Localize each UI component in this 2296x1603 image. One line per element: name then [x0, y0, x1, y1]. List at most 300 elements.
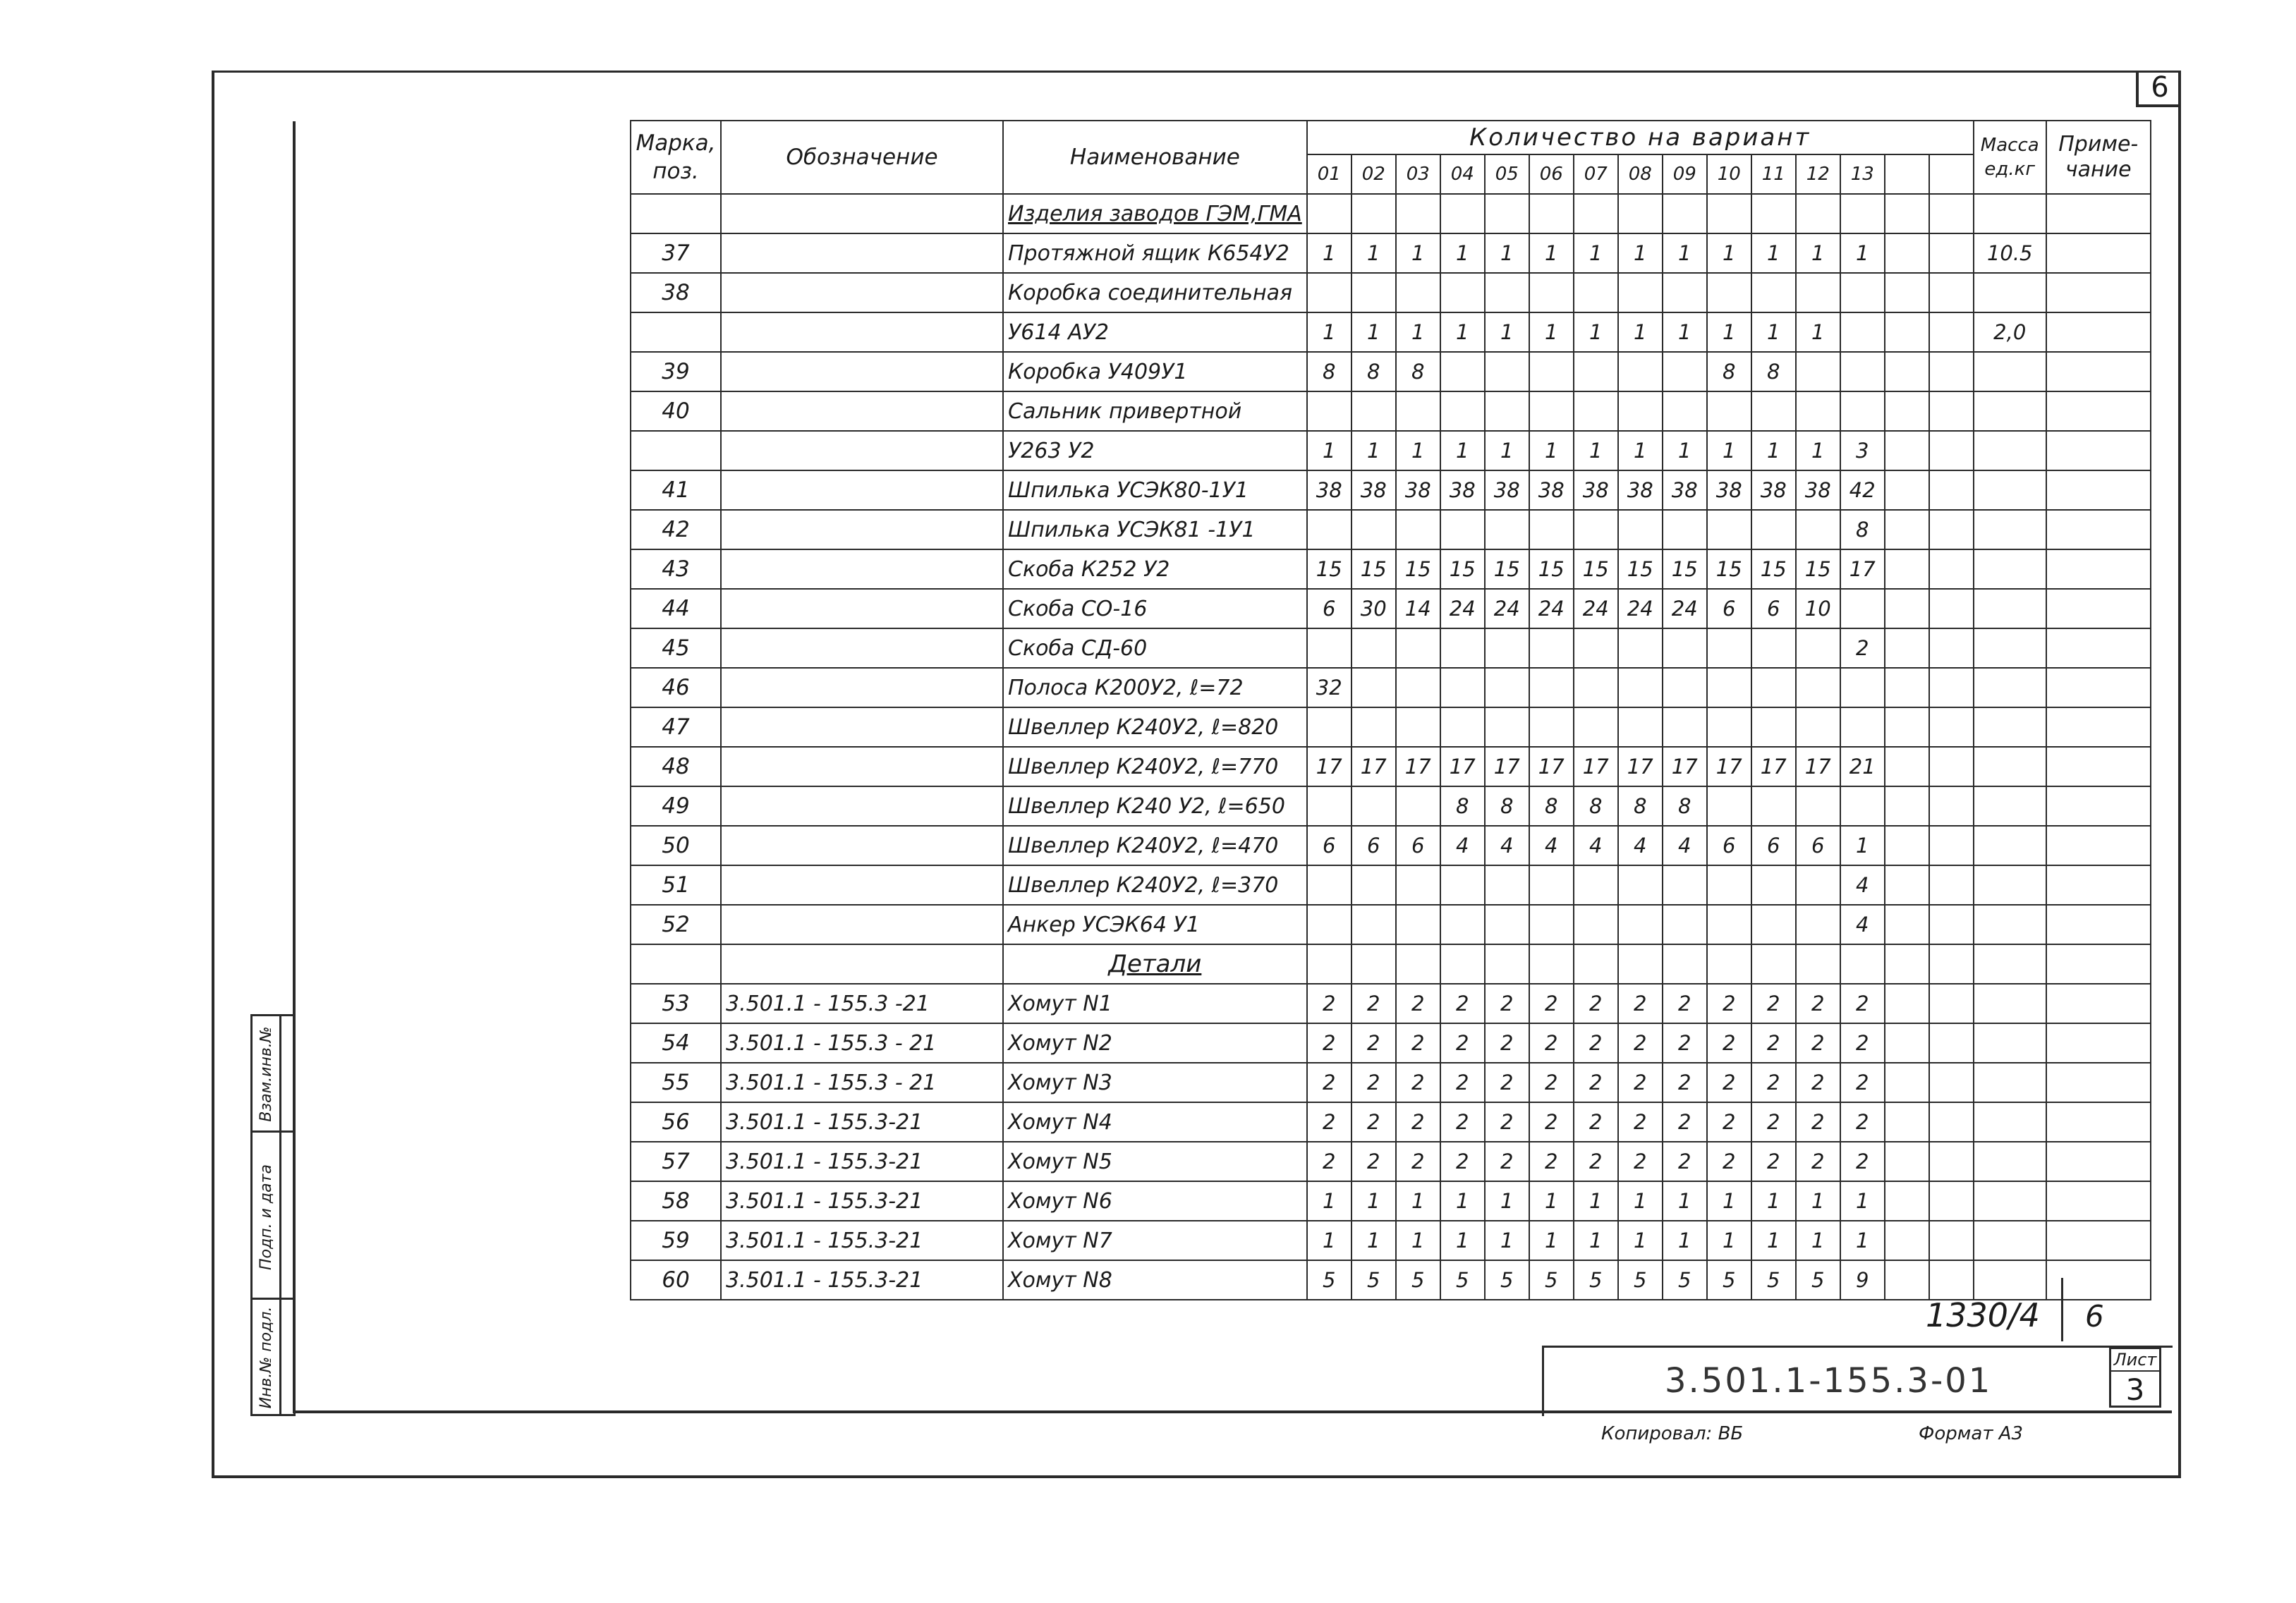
cell-qty: 17	[1574, 747, 1618, 786]
cell-mark: 48	[631, 747, 721, 786]
variant-header: 10	[1707, 154, 1751, 194]
cell-qty: 4	[1485, 826, 1529, 865]
cell-qty	[1751, 668, 1796, 707]
cell-qty: 6	[1751, 826, 1796, 865]
cell-mark: 41	[631, 470, 721, 510]
cell-qty	[1796, 352, 1840, 391]
cell-qty: 8	[1307, 352, 1352, 391]
cell-designation: 3.501.1 - 155.3-21	[721, 1142, 1003, 1181]
cell-qty	[1529, 194, 1574, 233]
cell-qty	[1707, 707, 1751, 747]
cell-qty	[1574, 865, 1618, 905]
cell-mark: 38	[631, 273, 721, 312]
cell-note	[2046, 1181, 2151, 1221]
cell-qty: 1	[1574, 312, 1618, 352]
cell-mark: 51	[631, 865, 721, 905]
cell-name: Хомут N7	[1003, 1221, 1307, 1260]
cell-qty: 4	[1663, 826, 1707, 865]
cell-qty: 1	[1440, 312, 1485, 352]
cell-qty-empty	[1929, 194, 1974, 233]
cell-qty	[1440, 865, 1485, 905]
cell-qty: 1	[1840, 233, 1885, 273]
cell-qty	[1574, 510, 1618, 549]
cell-qty: 1	[1352, 1181, 1396, 1221]
cell-qty	[1618, 628, 1663, 668]
cell-qty	[1485, 352, 1529, 391]
cell-qty-empty	[1929, 1181, 1974, 1221]
variant-header: 04	[1440, 154, 1485, 194]
cell-qty: 2	[1796, 1102, 1840, 1142]
cell-qty: 10	[1796, 589, 1840, 628]
table-row	[631, 905, 2151, 944]
cell-qty	[1485, 391, 1529, 431]
header-mark: Марка, поз.	[631, 121, 721, 194]
table-row	[631, 707, 2151, 747]
cell-qty	[1396, 944, 1440, 984]
cell-qty: 2	[1751, 1023, 1796, 1063]
cell-qty-empty	[1929, 233, 1974, 273]
cell-qty: 1	[1529, 1221, 1574, 1260]
cell-qty: 15	[1352, 549, 1396, 589]
cell-qty: 6	[1396, 826, 1440, 865]
cell-mass	[1974, 431, 2046, 470]
cell-qty	[1840, 944, 1885, 984]
cell-qty: 1	[1485, 1181, 1529, 1221]
cell-name	[1003, 944, 1307, 984]
cell-mass	[1974, 470, 2046, 510]
cell-qty-empty	[1885, 391, 1929, 431]
cell-qty-empty	[1885, 233, 1929, 273]
cell-qty: 5	[1307, 1260, 1352, 1300]
cell-qty: 1	[1663, 1221, 1707, 1260]
cell-mark	[631, 194, 721, 233]
cell-qty: 15	[1307, 549, 1352, 589]
cell-qty	[1440, 510, 1485, 549]
cell-qty: 8	[1396, 352, 1440, 391]
cell-qty	[1707, 944, 1751, 984]
cell-qty: 1	[1396, 431, 1440, 470]
cell-qty	[1796, 194, 1840, 233]
cell-qty: 1	[1574, 1181, 1618, 1221]
cell-qty: 1	[1618, 431, 1663, 470]
cell-qty: 1	[1663, 312, 1707, 352]
cell-mark: 47	[631, 707, 721, 747]
cell-qty	[1663, 944, 1707, 984]
cell-mass: 10.5	[1974, 233, 2046, 273]
cell-note	[2046, 352, 2151, 391]
cell-qty: 2	[1485, 1063, 1529, 1102]
cell-qty: 2	[1396, 1102, 1440, 1142]
cell-qty	[1707, 786, 1751, 826]
cell-mark: 39	[631, 352, 721, 391]
cell-qty: 1	[1796, 1181, 1840, 1221]
cell-qty: 24	[1574, 589, 1618, 628]
cell-designation	[721, 944, 1003, 984]
side-stamp	[250, 1014, 296, 1416]
cell-mass	[1974, 549, 2046, 589]
cell-designation: 3.501.1 - 155.3 - 21	[721, 1023, 1003, 1063]
cell-qty: 2	[1485, 1023, 1529, 1063]
cell-qty: 8	[1485, 786, 1529, 826]
cell-designation: 3.501.1 - 155.3 -21	[721, 984, 1003, 1023]
cell-qty: 38	[1529, 470, 1574, 510]
cell-qty-empty	[1885, 1063, 1929, 1102]
cell-mark: 60	[631, 1260, 721, 1300]
cell-name	[1003, 194, 1307, 233]
cell-mass	[1974, 1063, 2046, 1102]
cell-qty-empty	[1885, 1181, 1929, 1221]
cell-qty	[1529, 628, 1574, 668]
cell-qty: 6	[1751, 589, 1796, 628]
cell-qty: 5	[1751, 1260, 1796, 1300]
table-row	[631, 470, 2151, 510]
cell-qty-empty	[1885, 1221, 1929, 1260]
cell-qty: 1	[1796, 233, 1840, 273]
cell-name: Хомут N3	[1003, 1063, 1307, 1102]
cell-qty-empty	[1885, 1142, 1929, 1181]
cell-qty	[1396, 668, 1440, 707]
cell-designation	[721, 826, 1003, 865]
cell-qty: 1	[1707, 233, 1751, 273]
cell-qty	[1796, 707, 1840, 747]
cell-qty: 1	[1307, 233, 1352, 273]
table-row	[631, 352, 2151, 391]
cell-qty	[1485, 865, 1529, 905]
cell-qty: 6	[1307, 826, 1352, 865]
cell-note	[2046, 747, 2151, 786]
cell-qty: 1	[1352, 233, 1396, 273]
cell-mark: 55	[631, 1063, 721, 1102]
cell-qty: 2	[1485, 1102, 1529, 1142]
cell-qty	[1440, 905, 1485, 944]
cell-qty	[1618, 352, 1663, 391]
cell-qty-empty	[1929, 786, 1974, 826]
cell-qty	[1840, 194, 1885, 233]
cell-qty-empty	[1885, 273, 1929, 312]
cell-mass	[1974, 194, 2046, 233]
cell-qty: 1	[1307, 312, 1352, 352]
cell-qty: 1	[1751, 1221, 1796, 1260]
cell-qty: 17	[1307, 747, 1352, 786]
cell-qty: 21	[1840, 747, 1885, 786]
header-mass: Масса ед.кг	[1974, 121, 2046, 194]
cell-qty: 2	[1796, 1142, 1840, 1181]
cell-qty	[1529, 707, 1574, 747]
cell-qty: 6	[1707, 826, 1751, 865]
stamp-cell-inventory	[250, 1298, 296, 1416]
cell-qty: 1	[1440, 233, 1485, 273]
cell-qty: 38	[1574, 470, 1618, 510]
cell-qty: 1	[1574, 233, 1618, 273]
cell-qty: 1	[1529, 312, 1574, 352]
cell-mark: 42	[631, 510, 721, 549]
cell-qty	[1840, 707, 1885, 747]
cell-note	[2046, 786, 2151, 826]
cell-mark	[631, 431, 721, 470]
cell-qty	[1352, 865, 1396, 905]
cell-qty: 2	[1618, 1142, 1663, 1181]
cell-qty: 2	[1352, 1023, 1396, 1063]
cell-qty: 15	[1707, 549, 1751, 589]
cell-mass	[1974, 352, 2046, 391]
cell-qty	[1796, 391, 1840, 431]
cell-qty	[1307, 707, 1352, 747]
table-row	[631, 786, 2151, 826]
cell-note	[2046, 628, 2151, 668]
cell-mass	[1974, 1181, 2046, 1221]
cell-qty: 24	[1663, 589, 1707, 628]
cell-qty	[1751, 865, 1796, 905]
variant-header: 07	[1574, 154, 1618, 194]
cell-qty: 2	[1840, 1102, 1885, 1142]
cell-qty	[1307, 944, 1352, 984]
cell-mark: 45	[631, 628, 721, 668]
cell-mass: 2,0	[1974, 312, 2046, 352]
cell-qty: 2	[1440, 1102, 1485, 1142]
cell-qty: 17	[1529, 747, 1574, 786]
cell-qty-empty	[1885, 747, 1929, 786]
cell-qty-empty	[1929, 549, 1974, 589]
cell-qty	[1485, 905, 1529, 944]
cell-qty: 2	[1529, 1102, 1574, 1142]
cell-mark	[631, 944, 721, 984]
variant-header: 09	[1663, 154, 1707, 194]
cell-qty-empty	[1929, 1142, 1974, 1181]
cell-qty: 1	[1440, 1221, 1485, 1260]
cell-qty: 15	[1796, 549, 1840, 589]
cell-qty: 1	[1618, 312, 1663, 352]
cell-name: Коробка соединительная	[1003, 273, 1307, 312]
cell-qty	[1618, 865, 1663, 905]
cell-qty	[1663, 668, 1707, 707]
cell-qty: 14	[1396, 589, 1440, 628]
cell-mass	[1974, 826, 2046, 865]
cell-qty: 38	[1440, 470, 1485, 510]
cell-name: Хомут N1	[1003, 984, 1307, 1023]
header-designation: Обозначение	[721, 121, 1003, 194]
cell-qty	[1707, 905, 1751, 944]
cell-qty: 5	[1352, 1260, 1396, 1300]
variant-header: 02	[1352, 154, 1396, 194]
cell-designation	[721, 589, 1003, 628]
cell-qty	[1307, 865, 1352, 905]
cell-qty: 30	[1352, 589, 1396, 628]
cell-qty: 2	[1618, 1102, 1663, 1142]
cell-name: Шпилька УСЭК81 -1У1	[1003, 510, 1307, 549]
cell-qty	[1618, 510, 1663, 549]
cell-qty-empty	[1885, 589, 1929, 628]
cell-qty-empty	[1929, 865, 1974, 905]
cell-qty: 1	[1352, 1221, 1396, 1260]
cell-note	[2046, 1142, 2151, 1181]
cell-qty	[1574, 352, 1618, 391]
cell-qty	[1796, 944, 1840, 984]
cell-qty: 6	[1307, 589, 1352, 628]
cell-qty-empty	[1885, 707, 1929, 747]
cell-name: Протяжной ящик К654У2	[1003, 233, 1307, 273]
cell-name: Скоба СО-16	[1003, 589, 1307, 628]
cell-qty-empty	[1885, 194, 1929, 233]
cell-qty	[1707, 391, 1751, 431]
cell-note	[2046, 510, 2151, 549]
cell-qty	[1352, 194, 1396, 233]
cell-qty: 2	[1707, 1023, 1751, 1063]
cell-qty	[1352, 273, 1396, 312]
cell-qty: 5	[1396, 1260, 1440, 1300]
variant-header: 08	[1618, 154, 1663, 194]
cell-qty: 8	[1663, 786, 1707, 826]
variant-header: 01	[1307, 154, 1352, 194]
cell-qty	[1796, 273, 1840, 312]
cell-qty-empty	[1885, 510, 1929, 549]
cell-qty	[1840, 391, 1885, 431]
cell-qty	[1663, 273, 1707, 312]
cell-qty: 8	[1751, 352, 1796, 391]
table-row	[631, 628, 2151, 668]
cell-mass	[1974, 707, 2046, 747]
variant-header-empty	[1885, 154, 1929, 194]
cell-mark: 46	[631, 668, 721, 707]
cell-note	[2046, 470, 2151, 510]
cell-note	[2046, 984, 2151, 1023]
cell-qty: 2	[1663, 1102, 1707, 1142]
cell-qty-empty	[1885, 1260, 1929, 1300]
cell-qty: 2	[1796, 984, 1840, 1023]
cell-qty	[1751, 194, 1796, 233]
cell-qty	[1440, 668, 1485, 707]
cell-qty	[1529, 865, 1574, 905]
cell-qty: 2	[1352, 1063, 1396, 1102]
cell-qty	[1485, 510, 1529, 549]
cell-qty	[1529, 391, 1574, 431]
cell-qty: 1	[1529, 431, 1574, 470]
table-row	[631, 233, 2151, 273]
variant-header: 05	[1485, 154, 1529, 194]
cell-mark: 37	[631, 233, 721, 273]
variant-header-empty	[1929, 154, 1974, 194]
cell-name: Хомут N2	[1003, 1023, 1307, 1063]
cell-note	[2046, 589, 2151, 628]
cell-qty	[1574, 944, 1618, 984]
cell-qty: 1	[1396, 1221, 1440, 1260]
cell-qty: 2	[1307, 1023, 1352, 1063]
cell-note	[2046, 1023, 2151, 1063]
cell-qty	[1440, 707, 1485, 747]
cell-qty: 2	[1352, 984, 1396, 1023]
cell-qty: 2	[1574, 1023, 1618, 1063]
cell-qty	[1663, 707, 1707, 747]
cell-qty: 4	[1618, 826, 1663, 865]
cell-mark: 54	[631, 1023, 721, 1063]
cell-qty: 17	[1707, 747, 1751, 786]
cell-qty-empty	[1929, 707, 1974, 747]
cell-name: Шпилька УСЭК80-1У1	[1003, 470, 1307, 510]
table-row	[631, 1142, 2151, 1181]
cell-qty: 15	[1618, 549, 1663, 589]
cell-qty: 1	[1529, 1181, 1574, 1221]
cell-qty: 1	[1574, 1221, 1618, 1260]
cell-qty-empty	[1885, 668, 1929, 707]
cell-qty: 1	[1707, 1221, 1751, 1260]
cell-designation	[721, 194, 1003, 233]
cell-mass	[1974, 668, 2046, 707]
cell-qty	[1618, 391, 1663, 431]
cell-qty: 15	[1440, 549, 1485, 589]
stamp-label-replace: Взам.инв.№	[257, 1026, 275, 1122]
cell-qty	[1707, 273, 1751, 312]
cell-qty: 2	[1796, 1023, 1840, 1063]
cell-qty-empty	[1885, 352, 1929, 391]
cell-qty-empty	[1929, 826, 1974, 865]
cell-name: Хомут N4	[1003, 1102, 1307, 1142]
cell-note	[2046, 273, 2151, 312]
stamp-cell-replace	[250, 1014, 296, 1133]
cell-qty	[1663, 352, 1707, 391]
cell-qty: 2	[1707, 1102, 1751, 1142]
cell-qty	[1440, 944, 1485, 984]
cell-qty: 2	[1396, 1023, 1440, 1063]
cell-designation	[721, 786, 1003, 826]
cell-qty	[1796, 510, 1840, 549]
cell-qty	[1707, 668, 1751, 707]
cell-mass	[1974, 1023, 2046, 1063]
cell-designation	[721, 707, 1003, 747]
cell-qty: 1	[1307, 431, 1352, 470]
cell-qty	[1574, 905, 1618, 944]
cell-qty	[1840, 786, 1885, 826]
cell-qty	[1574, 628, 1618, 668]
cell-qty-empty	[1929, 273, 1974, 312]
cell-qty-empty	[1885, 1102, 1929, 1142]
cell-mass	[1974, 865, 2046, 905]
cell-qty	[1352, 510, 1396, 549]
cell-qty	[1352, 628, 1396, 668]
cell-qty-empty	[1929, 1023, 1974, 1063]
cell-qty: 1	[1840, 826, 1885, 865]
variant-header: 11	[1751, 154, 1796, 194]
cell-qty: 1	[1663, 233, 1707, 273]
cell-qty: 2	[1396, 984, 1440, 1023]
cell-name: У614 АУ2	[1003, 312, 1307, 352]
cell-qty: 15	[1663, 549, 1707, 589]
cell-qty: 5	[1574, 1260, 1618, 1300]
cell-qty: 1	[1440, 431, 1485, 470]
cell-qty-empty	[1929, 391, 1974, 431]
cell-qty: 38	[1396, 470, 1440, 510]
cell-qty: 17	[1352, 747, 1396, 786]
cell-qty: 38	[1485, 470, 1529, 510]
table-row	[631, 1102, 2151, 1142]
cell-qty: 8	[1707, 352, 1751, 391]
cell-qty	[1618, 707, 1663, 747]
table-row	[631, 984, 2151, 1023]
cell-qty: 2	[1840, 984, 1885, 1023]
cell-qty	[1574, 668, 1618, 707]
cell-designation	[721, 549, 1003, 589]
cell-qty: 1	[1529, 233, 1574, 273]
page-number: 6	[2085, 1299, 2104, 1334]
cell-qty-empty	[1929, 1102, 1974, 1142]
cell-qty-empty	[1929, 984, 1974, 1023]
cell-qty: 1	[1396, 233, 1440, 273]
cell-designation	[721, 273, 1003, 312]
cell-qty: 5	[1663, 1260, 1707, 1300]
cell-name: У263 У2	[1003, 431, 1307, 470]
cell-mark: 52	[631, 905, 721, 944]
cell-mark	[631, 312, 721, 352]
cell-note	[2046, 905, 2151, 944]
cell-note	[2046, 826, 2151, 865]
